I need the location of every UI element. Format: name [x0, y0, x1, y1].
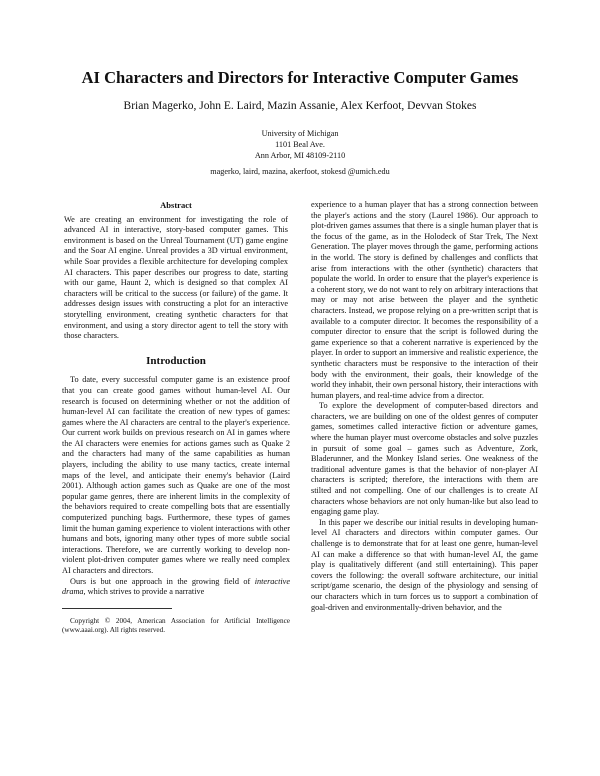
left-column	[62, 200, 290, 635]
abstract-section	[62, 200, 290, 342]
text-run: Ours is but one approach in the growing field of	[70, 576, 255, 586]
author-emails: magerko, laird, mazina, akerfoot, stokesd @umich.edu	[210, 167, 390, 176]
affiliation	[0, 128, 600, 161]
body-paragraph	[62, 577, 290, 598]
emphasis-term: interactive drama,	[62, 576, 290, 597]
right-column	[311, 200, 538, 613]
abstract-text: We are creating an environment for investigating the role of advanced AI in interactive, story-based computer games. This environment is based on the Unreal Tournament (UT) game engine and the Soar AI engine. Unreal provides a 3D virtual environment, while Soar provides a flexible architecture for developing complex AI characters. This paper describes our progress to date, starting with our game, Haunt 2, which is designed so that complex AI characters will be critical to the success (or failure) of the game. It addresses design issues with constructing a plot for an interactive storytelling environment, creating synthetic characters for that environment, and using a story director agent to tell the story with those characters.	[64, 214, 288, 341]
affiliation-line: 1101 Beal Ave.	[275, 140, 325, 149]
text-run: which strives to provide a narrative	[85, 587, 205, 597]
author-list: Brian Magerko, John E. Laird, Mazin Assanie, Alex Kerfoot, Devvan Stokes	[123, 100, 477, 112]
body-paragraph: To date, every successful computer game is an existence proof that you can create good games without human-level AI. Our research is focused on determining whether or not the addition of human-level AI can facilitate the creation of new types of games: games where the AI characters are central to the player's experience. Our current work builds on previous research on AI in games where the AI characters were enemies for actions games such as Quake 2 and the characters had many of the same capabilities as human players, including the ability to use many tactics, create internal maps of the level, and anticipate their enemy's behavior (Laird 2001). Although action games such as Quake are one of the most popular game genres, there are inherent limits in the complexity of the behaviors required to create compelling bots that are essentially computerized punching bags. Furthermore, these types of games limit the human gaming experience to violent interactions with other humans and bots, ignoring many other types of more subtle social interactions. Therefore, we are currently working to develop non-violent plot-driven computer games where we really need complex AI characters and directors.	[62, 375, 290, 575]
abstract-heading: Abstract	[160, 200, 192, 210]
affiliation-line: University of Michigan	[261, 129, 339, 138]
body-paragraph: To explore the development of computer-based directors and characters, we are building on one of the oldest genres of computer games, sometimes called interactive fiction or adventure games, where the human player must overcome obstacles and solve puzzles in pursuit of some goal – games such as Adventure, Zork, Bladerunner, and the Monkey Island series. One weakness of the traditional adventure games is that the behavior of non-player AI characters is scripted; therefore, the interactions with them are stilted and not compelling. One of our challenges is to create AI characters whose behaviors are not only human-like but also lead to engaging game play.	[311, 401, 538, 517]
footnote-divider	[62, 608, 172, 609]
body-paragraph: experience to a human player that has a strong connection between the player's actions and the story (Laurel 1986). Our approach to plot-driven games assumes that there is a single human player that is the focus of the game, as in the Holodeck of Star Trek, The Next Generation. The player moves through the game, performing actions in the world. The story is defined by challenges and conflicts that arise from interactions with the other (synthetic) characters that populate the world. In order to ensure that the player's experience is a coherent story, we do not want to rely on arbitrary interactions that may or may not arise between the player and the synthetic characters. Instead, we propose relying on a pre-written script that is available to a computer director. It becomes the responsibility of a computer director to ensure that the script is followed during the game experience so that a coherent narrative is experienced by the player. In order to support an immersive and realistic experience, the synthetic characters must be responsive to the interaction of their body with the environment, their goals, their knowledge of the world they inhabit, their own personal history, their interactions with human players, and real-time advice from a director.	[311, 200, 538, 400]
introduction-heading: Introduction	[146, 354, 206, 367]
copyright-notice: Copyright © 2004, American Association for Artificial Intelligence (www.aaai.org). All rights reserved.	[62, 616, 290, 634]
paper-title: AI Characters and Directors for Interactive Computer Games	[81, 68, 519, 87]
body-paragraph: In this paper we describe our initial results in developing human-level AI characters and directors within computer games. Our challenge is to demonstrate that for at least one genre, human-level AI can make a difference so that with human-level AI, the game play is qualitatively different (and still entertaining). This paper covers the following: the overall software architecture, our initial script/game scenario, the design of the physiology and sensing of our characters which in turn forces us to support a combination of goal-driven and environmentally-driven behavior, and the	[311, 517, 538, 612]
affiliation-line: Ann Arbor, MI 48109-2110	[254, 151, 346, 160]
